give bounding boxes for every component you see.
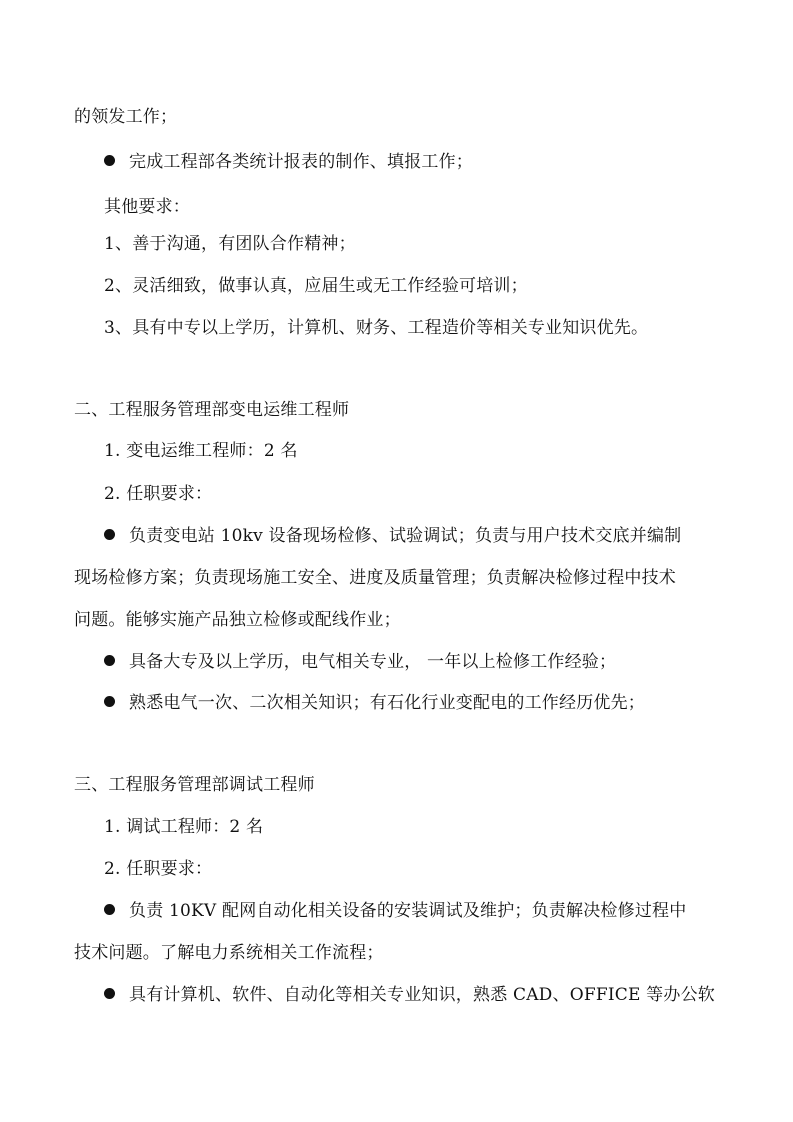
numbered-item: 3、具有中专以上学历，计算机、财务、工程造价等相关专业知识优先。 xyxy=(104,318,649,338)
bullet-icon xyxy=(104,655,115,666)
numbered-item: 2. 任职要求： xyxy=(104,484,213,504)
bullet-text: 负责变电站 10kv 设备现场检修、试验调试；负责与用户技术交底并编制 xyxy=(129,526,682,546)
bullet-text: 负责 10KV 配网自动化相关设备的安装调试及维护；负责解决检修过程中 xyxy=(129,901,687,921)
bullet-item xyxy=(104,693,645,713)
bullet-icon xyxy=(104,904,115,915)
text-line: 现场检修方案；负责现场施工安全、进度及质量管理；负责解决检修过程中技术 xyxy=(74,568,676,588)
text-line: 的领发工作； xyxy=(74,107,178,127)
bullet-icon xyxy=(104,155,115,166)
bullet-item xyxy=(104,901,686,921)
bullet-item xyxy=(104,526,681,546)
text-line: 技术问题。了解电力系统相关工作流程； xyxy=(74,943,384,963)
numbered-item: 1. 调试工程师：2 名 xyxy=(104,817,264,837)
numbered-item: 1. 变电运维工程师：2 名 xyxy=(104,441,298,461)
bullet-icon xyxy=(104,988,115,999)
numbered-item: 1、善于沟通，有团队合作精神； xyxy=(104,234,356,254)
bullet-icon xyxy=(104,696,115,707)
text-line: 问题。能够实施产品独立检修或配线作业； xyxy=(74,610,401,630)
section-label: 其他要求： xyxy=(104,197,190,217)
bullet-item xyxy=(104,985,715,1005)
section-heading: 二、工程服务管理部变电运维工程师 xyxy=(74,400,350,420)
numbered-item: 2、灵活细致，做事认真，应届生或无工作经验可培训； xyxy=(104,276,528,296)
numbered-item: 2. 任职要求： xyxy=(104,859,213,879)
bullet-text: 完成工程部各类统计报表的制作、填报工作； xyxy=(129,152,473,172)
bullet-item xyxy=(104,652,616,672)
bullet-item xyxy=(104,152,473,172)
bullet-text: 熟悉电气一次、二次相关知识；有石化行业变配电的工作经历优先； xyxy=(129,693,645,713)
section-heading: 三、工程服务管理部调试工程师 xyxy=(74,775,315,795)
bullet-text: 具备大专及以上学历，电气相关专业， 一年以上检修工作经验； xyxy=(129,652,617,672)
bullet-text: 具有计算机、软件、自动化等相关专业知识，熟悉 CAD、OFFICE 等办公软 xyxy=(129,985,715,1005)
bullet-icon xyxy=(104,529,115,540)
